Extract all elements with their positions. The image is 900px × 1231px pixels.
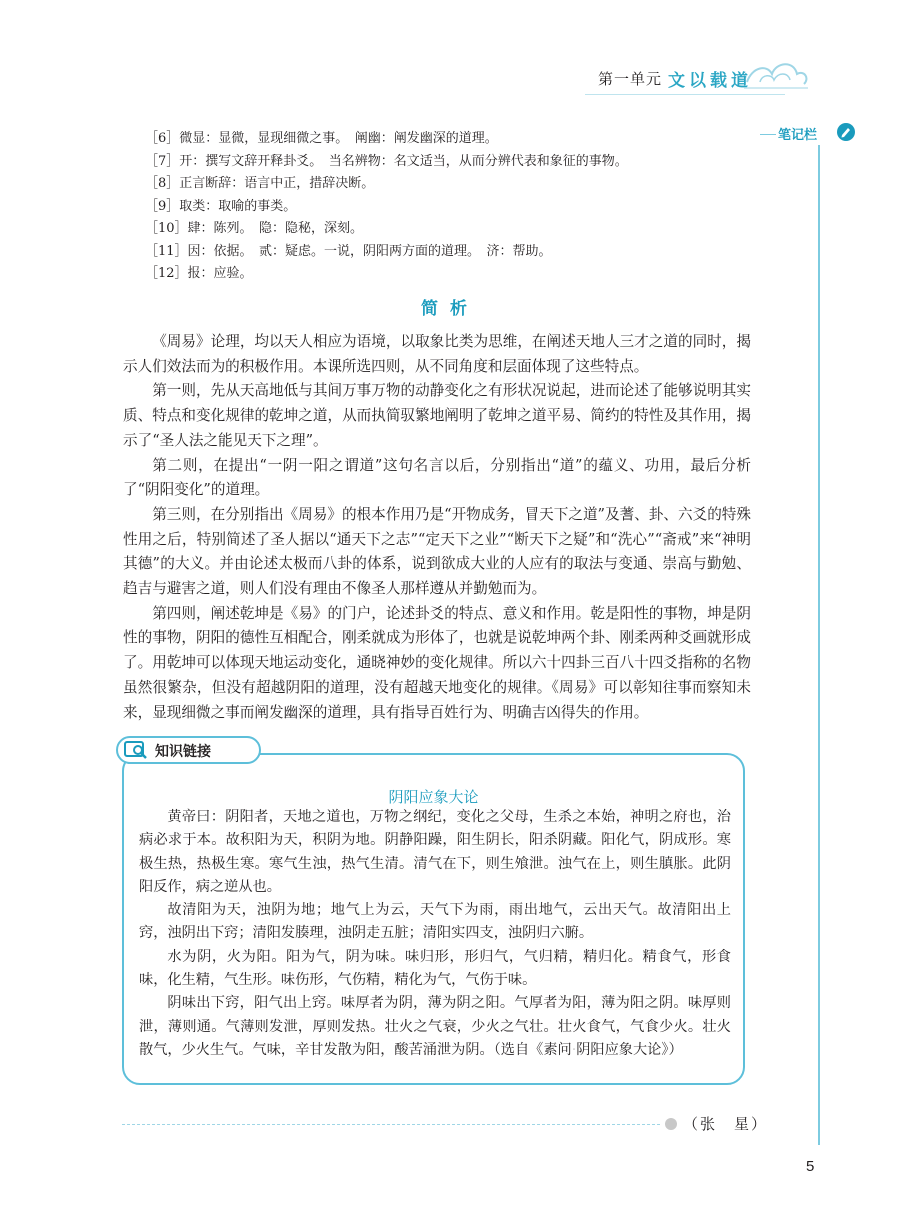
footnote-8: ［8］正言断辞：语言中正，措辞决断。 [145,176,375,191]
cloud-ornament-icon [742,52,812,92]
analysis-title: 简析 [421,299,479,319]
analysis-paragraph: 第二则，在提出“一阴一阳之谓道”这句名言以后，分别指出“道”的蕴义、功用，最后分析了“阴阳变化”的道理。 [123,456,751,499]
footnote-6: ［6］微显：显微，显现细微之事。 阐幽：阐发幽深的道理。 [145,131,498,146]
author: （张 星） [683,1115,769,1133]
knowledge-body [139,806,731,1062]
magnifier-icon [124,741,150,759]
knowledge-paragraph: 水为阴，火为阳。阳为气，阴为味。味归形，形归气，气归精，精归化。精食气，形食味，化生精，气生形。味伤形，气伤精，精化为气，气伤于味。 [139,948,731,989]
footnotes [145,128,785,286]
page-header [0,0,900,100]
pencil-note-icon [836,122,856,142]
analysis-body [123,330,751,725]
footnote-10: ［10］肆：陈列。 隐：隐秘，深刻。 [145,221,364,236]
knowledge-title: 阴阳应象大论 [388,788,479,806]
unit-label: 第一单元 [598,70,663,88]
notes-label: 笔记栏 [778,128,818,143]
knowledge-paragraph: 阴味出下窍，阳气出上窍。味厚者为阴，薄为阴之阳。气厚者为阳，薄为阳之阴。味厚则泄，薄则通。气薄则发泄，厚则发热。壮火之气衰，少火之气壮。壮火食气，气食少火。壮火散气，少火生气。气味，辛甘发散为阳，酸苦涌泄为阴。（选自《素问·阴阳应象大论》） [139,995,731,1058]
analysis-paragraph: 第一则，先从天高地低与其间万事万物的动静变化之有形状况说起，进而论述了能够说明其实质、特点和变化规律的乾坤之道，从而执简驭繁地阐明了乾坤之道平易、简约的特性及其作用，揭示了“圣人法之能见天下之理”。 [123,382,751,449]
footnote-9: ［9］取类：取喻的事类。 [145,198,297,214]
knowledge-paragraph: 故清阳为天，浊阴为地；地气上为云，天气下为雨，雨出地气，云出天气。故清阳出上窍，浊阴出下窍；清阳发腠理，浊阴走五脏；清阳实四支，浊阴归六腑。 [139,902,731,942]
analysis-paragraph: 《周易》论理，均以天人相应为语境，以取象比类为思维，在阐述天地人三才之道的同时，揭示人们效法而为的积极作用。本课所选四则，从不同角度和层面体现了这些特点。 [123,333,751,375]
footnote-11: ［11］因：依据。 贰：疑虑。一说，阴阳两方面的道理。 济：帮助。 [145,243,552,259]
footer-divider [122,1124,660,1126]
header-divider [585,94,785,95]
footnote-7: ［7］开：撰写文辞开释卦爻。 当名辨物：名文适当，从而分辨代表和象征的事物。 [145,153,628,169]
unit-title: 文以载道 [668,71,752,91]
knowledge-tab-label: 知识链接 [155,744,211,760]
footer-dot-icon [665,1118,677,1130]
knowledge-paragraph: 黄帝曰：阴阳者，天地之道也，万物之纲纪，变化之父母，生杀之本始，神明之府也，治病必求于本。故积阳为天，积阴为地。阴静阳躁，阳生阴长，阳杀阴藏。阳化气，阴成形。寒极生热，热极生寒。寒气生浊，热气生清。清气在下，则生飧泄。浊气在上，则生䐜胀。此阴阳反作，病之逆从也。 [139,809,731,895]
page-number: 5 [806,1158,815,1175]
analysis-paragraph: 第三则，在分别指出《周易》的根本作用乃是“开物成务，冒天下之道”及蓍、卦、六爻的特殊性用之后，特别简述了圣人据以“通天下之志”“定天下之业”“断天下之疑”和“洗心”“斋戒”来“神明其德”的大义。并由论述太极而八卦的体系，说到欲成大业的人应有的取法与变通、崇高与勤勉、趋吉与避害之道，则人们没有理由不像圣人那样遵从并勤勉而为。 [123,505,751,598]
footnote-12: ［12］报：应验。 [145,266,253,281]
analysis-paragraph: 第四则，阐述乾坤是《易》的门户，论述卦爻的特点、意义和作用。乾是阳性的事物，坤是阴性的事物，阴阳的德性互相配合，刚柔就成为形体了，也就是说乾坤两个卦、刚柔两种爻画就形成了。用乾坤可以体现天地运动变化，通晓神妙的变化规律。所以六十四卦三百八十四爻指称的名物虽然很繁杂，但没有超越阴阳的道理，没有超越天地变化的规律。《周易》可以彰知往事而察知未来，显现细微之事而阐发幽深的道理，具有指导百姓行为、明确吉凶得失的作用。 [123,604,751,721]
